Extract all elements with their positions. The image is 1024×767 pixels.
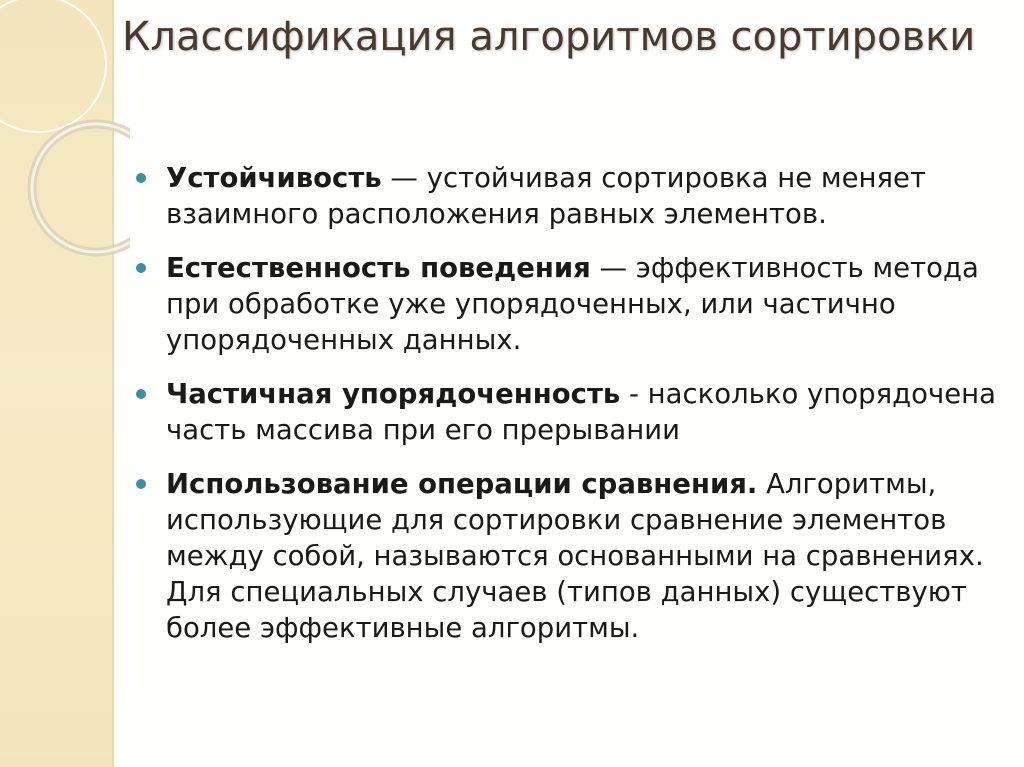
bullet-item-partial-order — [130, 376, 1000, 448]
bullet-dot-icon — [136, 263, 146, 273]
bullet-text: — эффективность метода при обработке уже упорядоченных, или частично упорядоченных данных. — [166, 252, 979, 356]
decorative-rings-icon — [0, 0, 130, 260]
bullet-term: Использование операции сравнения. — [166, 468, 758, 500]
slide-title: Классификация алгоритмов сортировки — [122, 14, 976, 60]
bullet-dot-icon — [136, 173, 146, 183]
bullet-dot-icon — [136, 479, 146, 489]
bullet-text: - насколько упорядочена часть массива при его прерывании — [166, 378, 996, 446]
bullet-dot-icon — [136, 389, 146, 399]
bullet-item-stability — [130, 160, 1000, 232]
bullet-list — [130, 160, 1000, 664]
bullet-text: — устойчивая сортировка не меняет взаимного расположения равных элементов. — [166, 162, 926, 230]
bullet-item-naturalness — [130, 250, 1000, 358]
bullet-term: Устойчивость — [166, 162, 382, 194]
bullet-term: Частичная упорядоченность — [166, 378, 621, 410]
bullet-item-comparison — [130, 466, 1000, 646]
bullet-text: Алгоритмы, использующие для сортировки сравнение элементов между собой, называются основанными на сравнениях. Для специальных случаев (типов данных) существуют более эффективные алгоритмы. — [166, 468, 984, 644]
bullet-term: Естественность поведения — [166, 252, 591, 284]
